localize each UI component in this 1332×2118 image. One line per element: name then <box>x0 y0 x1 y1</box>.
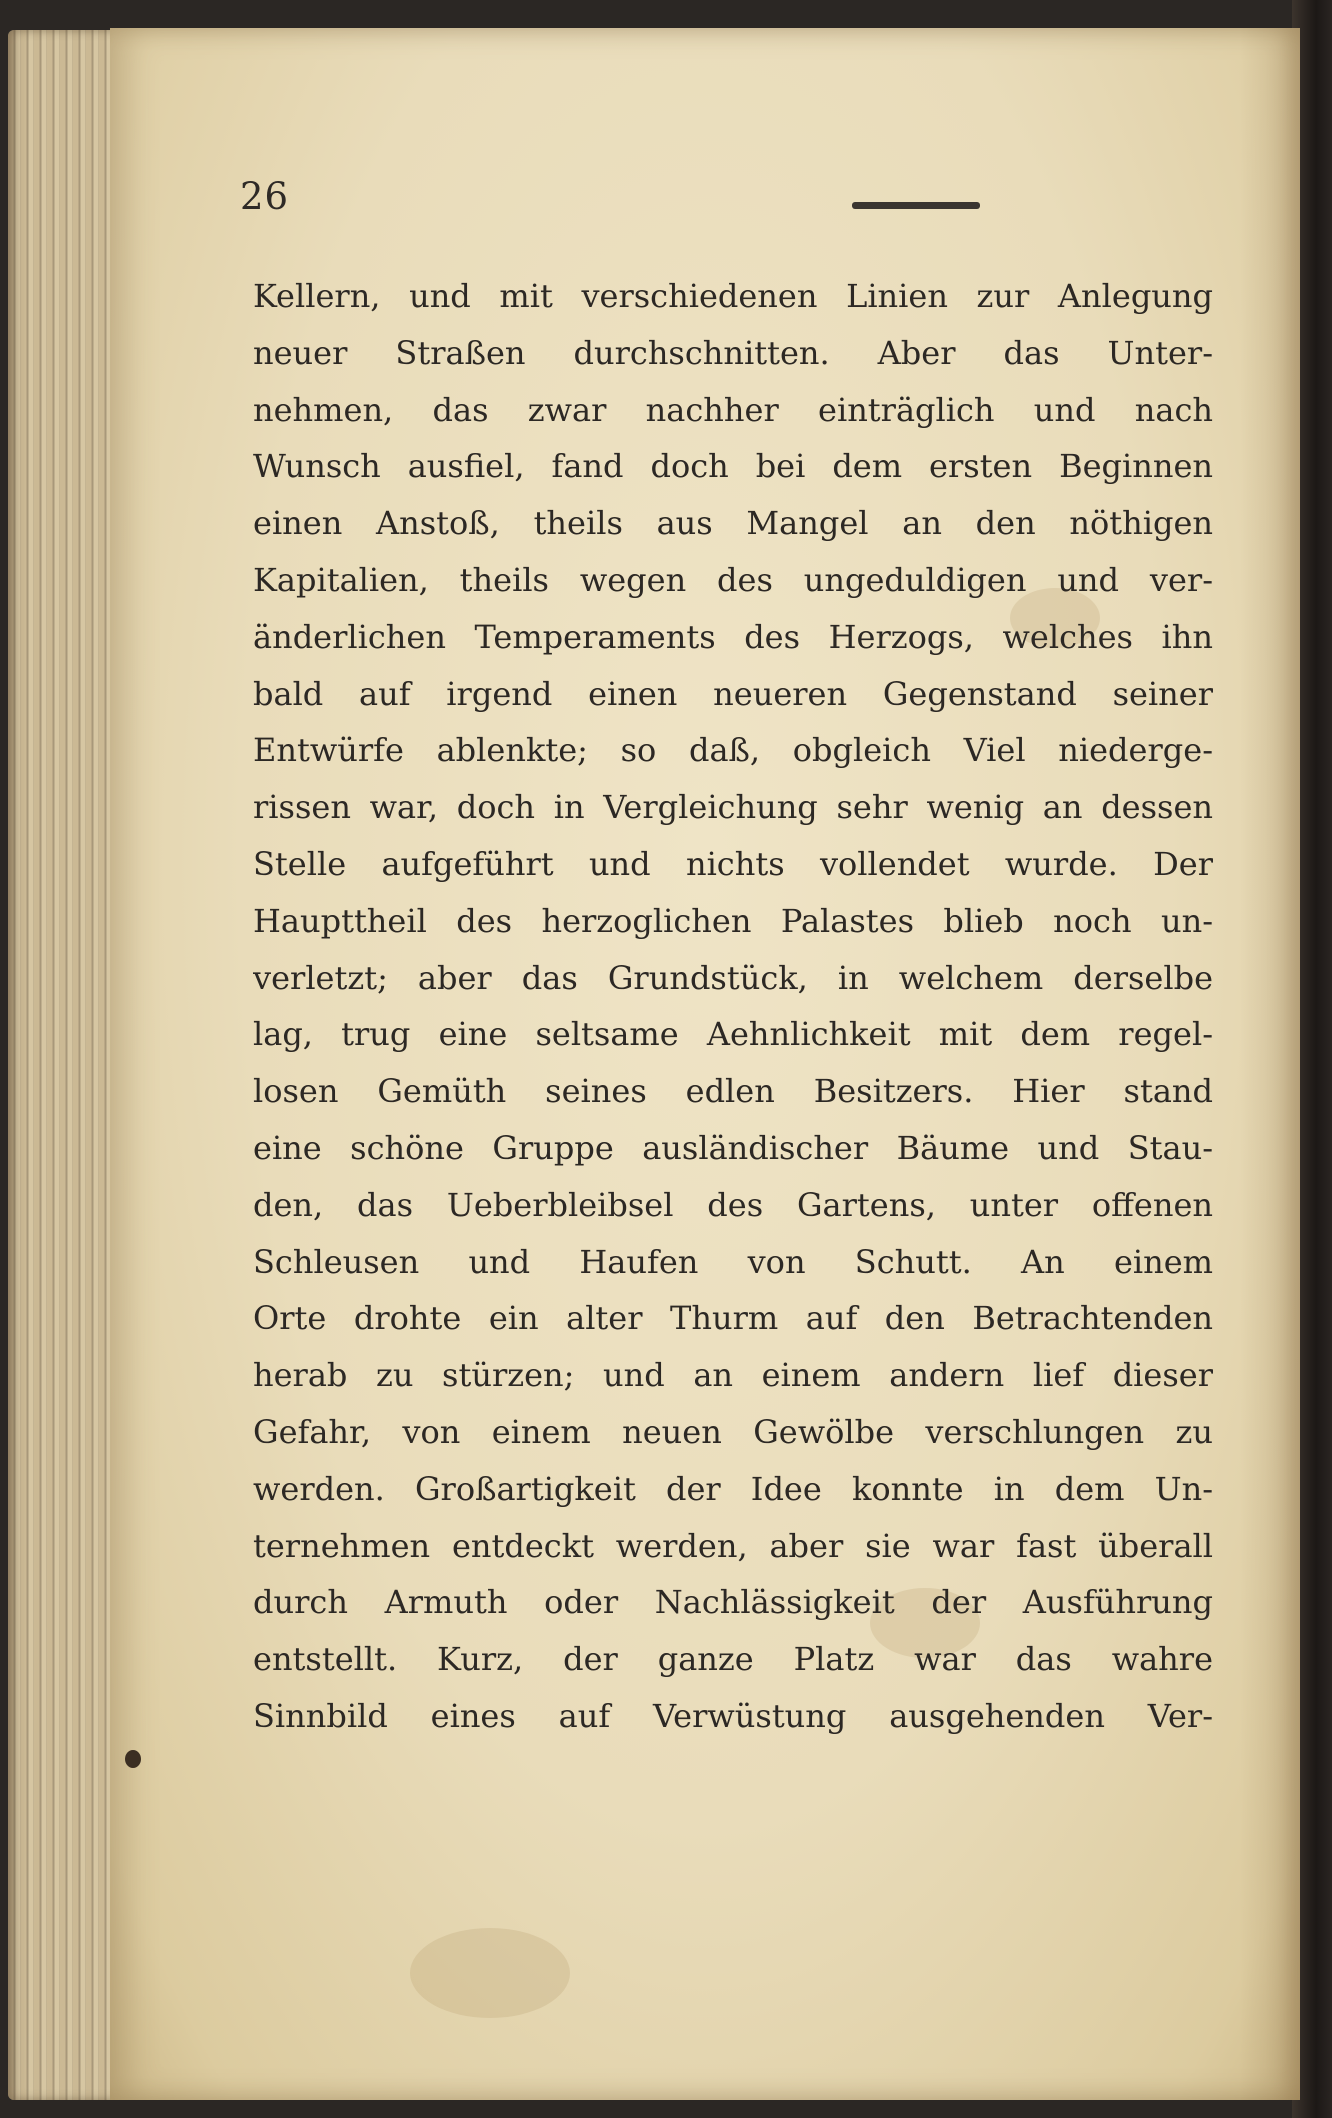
text-line: herab zu stürzen; und an einem andern lief dieser <box>253 1356 1213 1395</box>
text-line: nehmen, das zwar nachher einträglich und nach <box>253 390 1213 429</box>
text-line: durch Armuth oder Nachlässigkeit der Ausführung <box>253 1583 1213 1622</box>
text-line: Wunsch ausfiel, fand doch bei dem ersten Beginnen <box>253 447 1213 486</box>
text-line: rissen war, doch in Vergleichung sehr wenig an dessen <box>253 788 1213 827</box>
text-line: eine schöne Gruppe ausländischer Bäume und Stau- <box>253 1128 1213 1167</box>
body-text <box>253 268 1213 1745</box>
text-line: neuer Straßen durchschnitten. Aber das Unter- <box>253 333 1213 372</box>
text-line: einen Anstoß, theils aus Mangel an den nöthigen <box>253 504 1213 543</box>
text-line: verletzt; aber das Grundstück, in welchem derselbe <box>253 958 1213 997</box>
gutter-shadow <box>1240 28 1300 2100</box>
text-line: lag, trug eine seltsame Aehnlichkeit mit dem regel- <box>253 1015 1213 1054</box>
header-rule <box>852 202 980 209</box>
text-line: Orte drohte ein alter Thurm auf den Betrachtenden <box>253 1299 1213 1338</box>
text-line: bald auf irgend einen neueren Gegenstand seiner <box>253 674 1213 713</box>
paper-stain <box>410 1928 570 2018</box>
ink-blot <box>125 1750 141 1768</box>
text-line: Kapitalien, theils wegen des ungeduldigen und ver- <box>253 560 1213 599</box>
text-line: losen Gemüth seines edlen Besitzers. Hier stand <box>253 1072 1213 1111</box>
text-line: werden. Großartigkeit der Idee konnte in dem Un- <box>253 1469 1213 1508</box>
page-number: 26 <box>240 175 290 218</box>
text-line: Haupttheil des herzoglichen Palastes blieb noch un- <box>253 901 1213 940</box>
text-line: änderlichen Temperaments des Herzogs, welches ihn <box>253 617 1213 656</box>
text-line: Sinnbild eines auf Verwüstung ausgehenden Ver- <box>253 1696 1213 1735</box>
text-line: Schleusen und Haufen von Schutt. An einem <box>253 1242 1213 1281</box>
text-line: ternehmen entdeckt werden, aber sie war fast überall <box>253 1526 1213 1565</box>
text-line: den, das Ueberbleibsel des Gartens, unter offenen <box>253 1185 1213 1224</box>
text-line: entstellt. Kurz, der ganze Platz war das wahre <box>253 1640 1213 1679</box>
text-line: Entwürfe ablenkte; so daß, obgleich Viel niederge- <box>253 731 1213 770</box>
page-header <box>240 175 1200 235</box>
text-line: Kellern, und mit verschiedenen Linien zur Anlegung <box>253 277 1213 315</box>
text-line: Stelle aufgeführt und nichts vollendet wurde. Der <box>253 844 1213 883</box>
text-line: Gefahr, von einem neuen Gewölbe verschlungen zu <box>253 1412 1213 1451</box>
